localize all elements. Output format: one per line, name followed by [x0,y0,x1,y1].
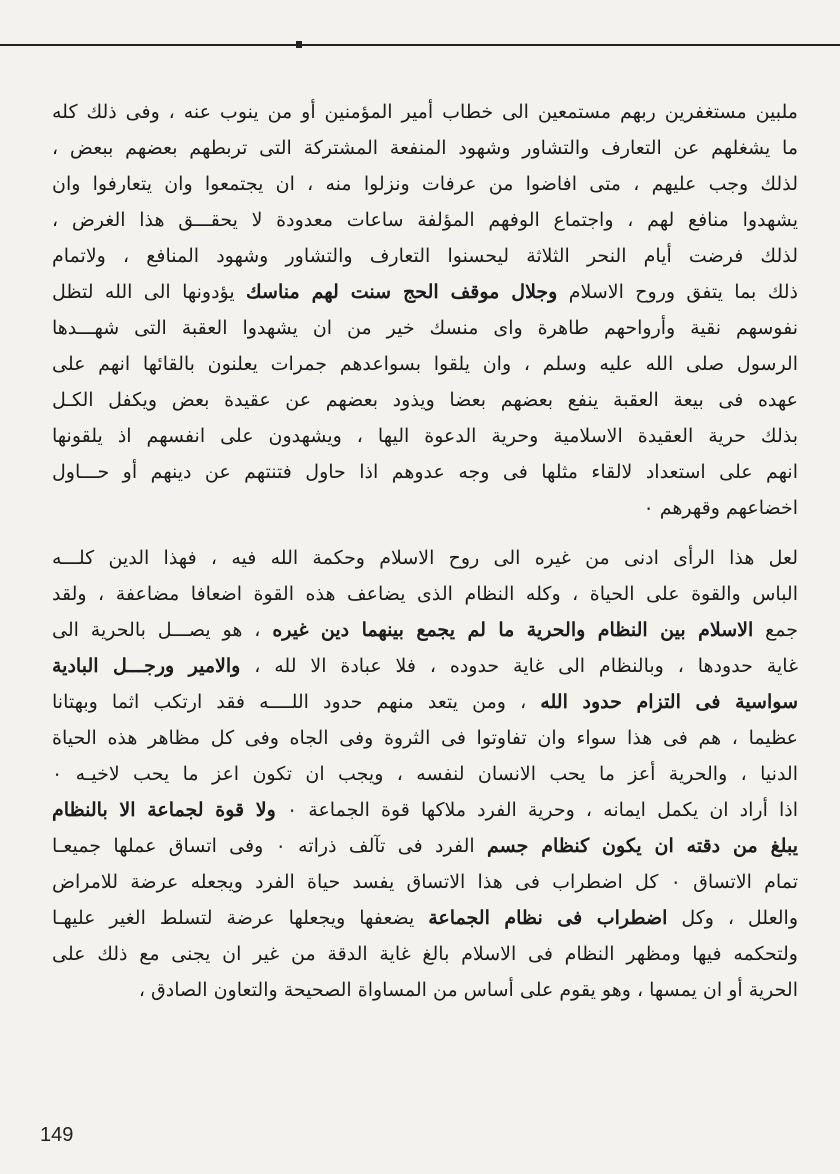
text-segment: ذلك بما يتفق وروح الاسلام [557,281,798,303]
text-line [52,382,798,418]
text-segment: ملبين مستغفرين ربهم مستمعين الى خطاب أمير المؤمنين أو من ينوب عنه ، وفى ذلك كله [52,101,798,123]
text-segment: تمام الاتساق ٠ كل اضطراب فى هذا الاتساق يفسد حياة الفرد ويجعله عرضة للامراض [52,871,798,893]
bold-segment: وجلال موقف الحج سنت لهم مناسك [246,281,558,303]
text-line [52,972,798,1008]
text-segment: اخضاعهم وقهرهم ٠ [643,497,798,519]
text-line [52,936,798,972]
text-segment: جمع [753,619,798,641]
text-segment: ، ومن يتعد منهم حدود اللــــه فقد ارتكب اثما وبهتانا [52,691,541,713]
text-segment: لعل هذا الرأى ادنى من غيره الى روح الاسلام وحكمة الله فيه ، فهذا الدين كلـــه [52,547,798,569]
bold-segment: والامير ورجـــل البادية [52,655,241,677]
text-segment: عهده فى بيعة العقبة ينفع بعضهم بعضا ويذود بعضهم عن عقيدة بعض ويكفل الكـل [52,389,798,411]
text-line [52,166,798,202]
paragraph-1 [52,94,798,526]
text-line [52,648,798,684]
top-rule [0,44,840,46]
text-segment: عظيما ، هم فى هذا سواء وان تفاوتوا فى الثروة وفى الجاه وفى كل مظاهر هذه الحياة [52,727,798,749]
text-line [52,94,798,130]
page-text [52,94,798,1008]
text-segment: غاية حدودها ، وبالنظام الى غاية حدوده ، فلا عبادة الا لله ، [240,655,798,677]
bold-segment: يبلغ من دقته ان يكون كنظام جسم [486,835,798,857]
text-segment: بذلك حرية العقيدة الاسلامية وحرية الدعوة اليها ، ويشهدون على انفسهم اذ يلقونها [52,425,798,447]
text-segment: يؤدونها الى الله لتظل [52,281,247,303]
text-segment: الحرية أو ان يمسها ، وهو يقوم على أساس من المساواة الصحيحة والتعاون الصادق ، [138,979,798,1001]
text-line [52,310,798,346]
text-line [52,454,798,490]
text-line [52,130,798,166]
text-line [52,828,798,864]
text-line [52,720,798,756]
text-line [52,900,798,936]
text-segment: ، هو يصـــل بالحرية الى [52,619,273,641]
paragraph-2 [52,540,798,1008]
text-segment: يشهدوا منافع لهم ، واجتماع الوفهم المؤلفة ساعات معدودة لا يحقـــق هذا الغرض ، [52,209,798,231]
text-line [52,490,798,526]
text-segment: لذلك وجب عليهم ، متى افاضوا من عرفات ونزلوا منه ، ان يجتمعوا وان يتعارفوا وان [52,173,798,195]
text-segment: لذلك فرضت أيام النحر الثلاثة ليحسنوا التعارف والتشاور وشهود المنافع ، ولاتمام [52,245,798,267]
bold-segment: اضطراب فى نظام الجماعة [428,907,668,929]
text-line [52,792,798,828]
bold-segment: الاسلام بين النظام والحرية ما لم يجمع بينهما دين غيره [272,619,754,641]
text-line [52,238,798,274]
text-line [52,274,798,310]
text-segment: اذا أراد ان يكمل ايمانه ، وحرية الفرد ملاكها قوة الجماعة ٠ [275,799,798,821]
text-segment: انهم على استعداد لالقاء مثلها فى وجه عدوهم اذا حاول فتنتهم عن دينهم أو حـــاول [52,461,798,483]
text-segment: ولتحكمه فيها ومظهر النظام فى الاسلام بالغ غاية الدقة من غير ان يجنى مع ذلك على [52,943,798,965]
text-line [52,540,798,576]
text-line [52,864,798,900]
text-segment: الرسول صلى الله عليه وسلم ، وان يلقوا بسواعدهم جمرات يعلنون بالقائها انهم على [52,353,798,375]
text-segment: ما يشغلهم عن التعارف والتشاور وشهود المنفعة المشتركة التى تربطهم بعضهم ببعض ، [52,137,798,159]
text-segment: الباس والقوة على الحياة ، وكله النظام الذى يضاعف هذه القوة اضعافا مضاعفة ، ولقد [52,583,798,605]
page-number: 149 [40,1124,74,1146]
text-line [52,202,798,238]
top-rule-mark [296,41,302,48]
text-segment: نفوسهم نقية وأرواحهم طاهرة واى منسك خير من ان يشهدوا العقبة التى شهـــدها [52,317,798,339]
text-line [52,418,798,454]
bold-segment: سواسية فى التزام حدود الله [540,691,798,713]
bold-segment: ولا قوة لجماعة الا بالنظام [52,799,276,821]
text-segment: يضعفها ويجعلها عرضة لتسلط الغير عليهـا [52,907,429,929]
text-line [52,346,798,382]
text-line [52,684,798,720]
text-line [52,756,798,792]
text-segment: الفرد فى تآلف ذراته ٠ وفى اتساق عملها جميعـا [52,835,487,857]
text-line [52,612,798,648]
text-line [52,576,798,612]
text-segment: الدنيا ، والحرية أعز ما يحب الانسان لنفسه ، ويجب ان تكون اعز ما يحب لاخيـه ٠ [52,763,798,785]
text-segment: والعلل ، وكل [667,907,798,929]
